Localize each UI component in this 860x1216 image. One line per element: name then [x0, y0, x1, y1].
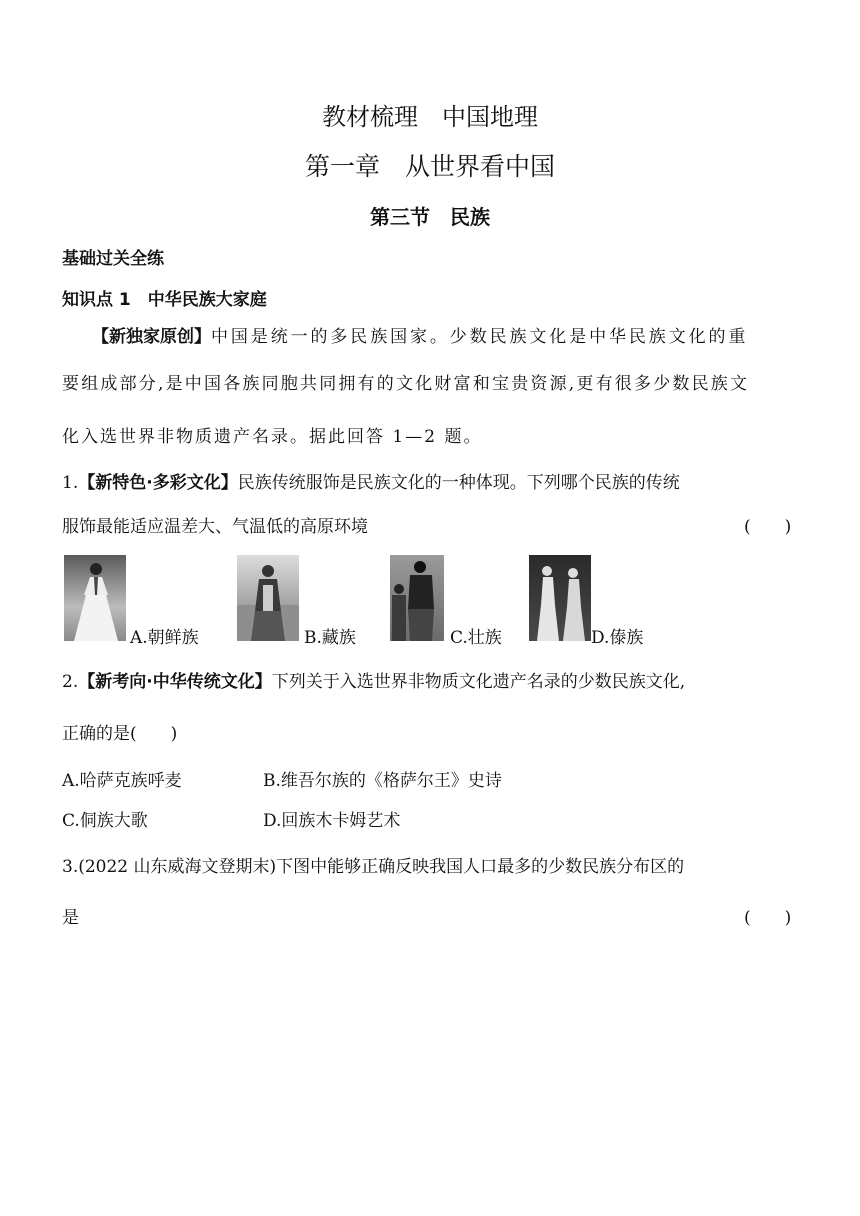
q1-tag: 【新特色·多彩文化】 — [78, 473, 238, 493]
option-c-label: C.壮族 — [450, 628, 502, 648]
q2-option-c: C.侗族大歌 — [62, 811, 148, 831]
q2-line-1 — [62, 667, 685, 692]
q1-answer-paren: ( ) — [744, 517, 792, 537]
knowledge-point-heading: 知识点 1 中华民族大家庭 — [62, 290, 267, 310]
q1-line-1 — [62, 468, 680, 493]
q3-line-2: 是 — [62, 908, 79, 928]
q2-option-a: A.哈萨克族呼麦 — [62, 771, 182, 791]
option-d-label: D.傣族 — [591, 628, 644, 648]
intro-line-1 — [92, 322, 748, 347]
option-c-photo — [390, 555, 444, 641]
korean-dress-figure — [64, 555, 126, 641]
q3-line-1: 3.(2022 山东威海文登期末)下图中能够正确反映我国人口最多的少数民族分布区的 — [62, 857, 685, 877]
intro-text-1: 中国是统一的多民族国家。少数民族文化是中华民族文化的重 — [211, 327, 749, 347]
chapter-title: 第一章 从世界看中国 — [304, 152, 555, 181]
page-title: 教材梳理 中国地理 — [322, 103, 538, 131]
practice-heading: 基础过关全练 — [62, 249, 164, 269]
section-title: 第三节 民族 — [370, 205, 490, 229]
option-b-label: B.藏族 — [304, 628, 356, 648]
q1-text-1: 民族传统服饰是民族文化的一种体现。下列哪个民族的传统 — [237, 473, 680, 493]
q2-text-1: 下列关于入选世界非物质文化遗产名录的少数民族文化, — [271, 672, 686, 692]
q1-number: 1. — [62, 473, 79, 493]
option-b-photo — [237, 555, 299, 641]
q2-line-2: 正确的是( ) — [62, 724, 178, 744]
option-d-photo — [529, 555, 591, 641]
option-a-label: A.朝鲜族 — [130, 628, 199, 648]
q1-line-2: 服饰最能适应温差大、气温低的高原环境 — [62, 517, 368, 537]
zhuang-dress-figure — [390, 555, 444, 641]
q3-answer-paren: ( ) — [744, 908, 792, 928]
tibetan-dress-figure — [237, 555, 299, 641]
q2-tag: 【新考向·中华传统文化】 — [78, 672, 272, 692]
q2-number: 2. — [62, 672, 79, 692]
q2-option-d: D.回族木卡姆艺术 — [263, 811, 401, 831]
intro-tag: 【新独家原创】 — [92, 327, 211, 347]
dai-dress-figure — [529, 555, 591, 641]
intro-line-2: 要组成部分,是中国各族同胞共同拥有的文化财富和宝贵资源,更有很多少数民族文 — [62, 374, 750, 394]
option-a-photo — [64, 555, 126, 641]
q2-option-b: B.维吾尔族的《格萨尔王》史诗 — [263, 771, 502, 791]
intro-line-3: 化入选世界非物质遗产名录。据此回答 1—2 题。 — [62, 427, 483, 447]
